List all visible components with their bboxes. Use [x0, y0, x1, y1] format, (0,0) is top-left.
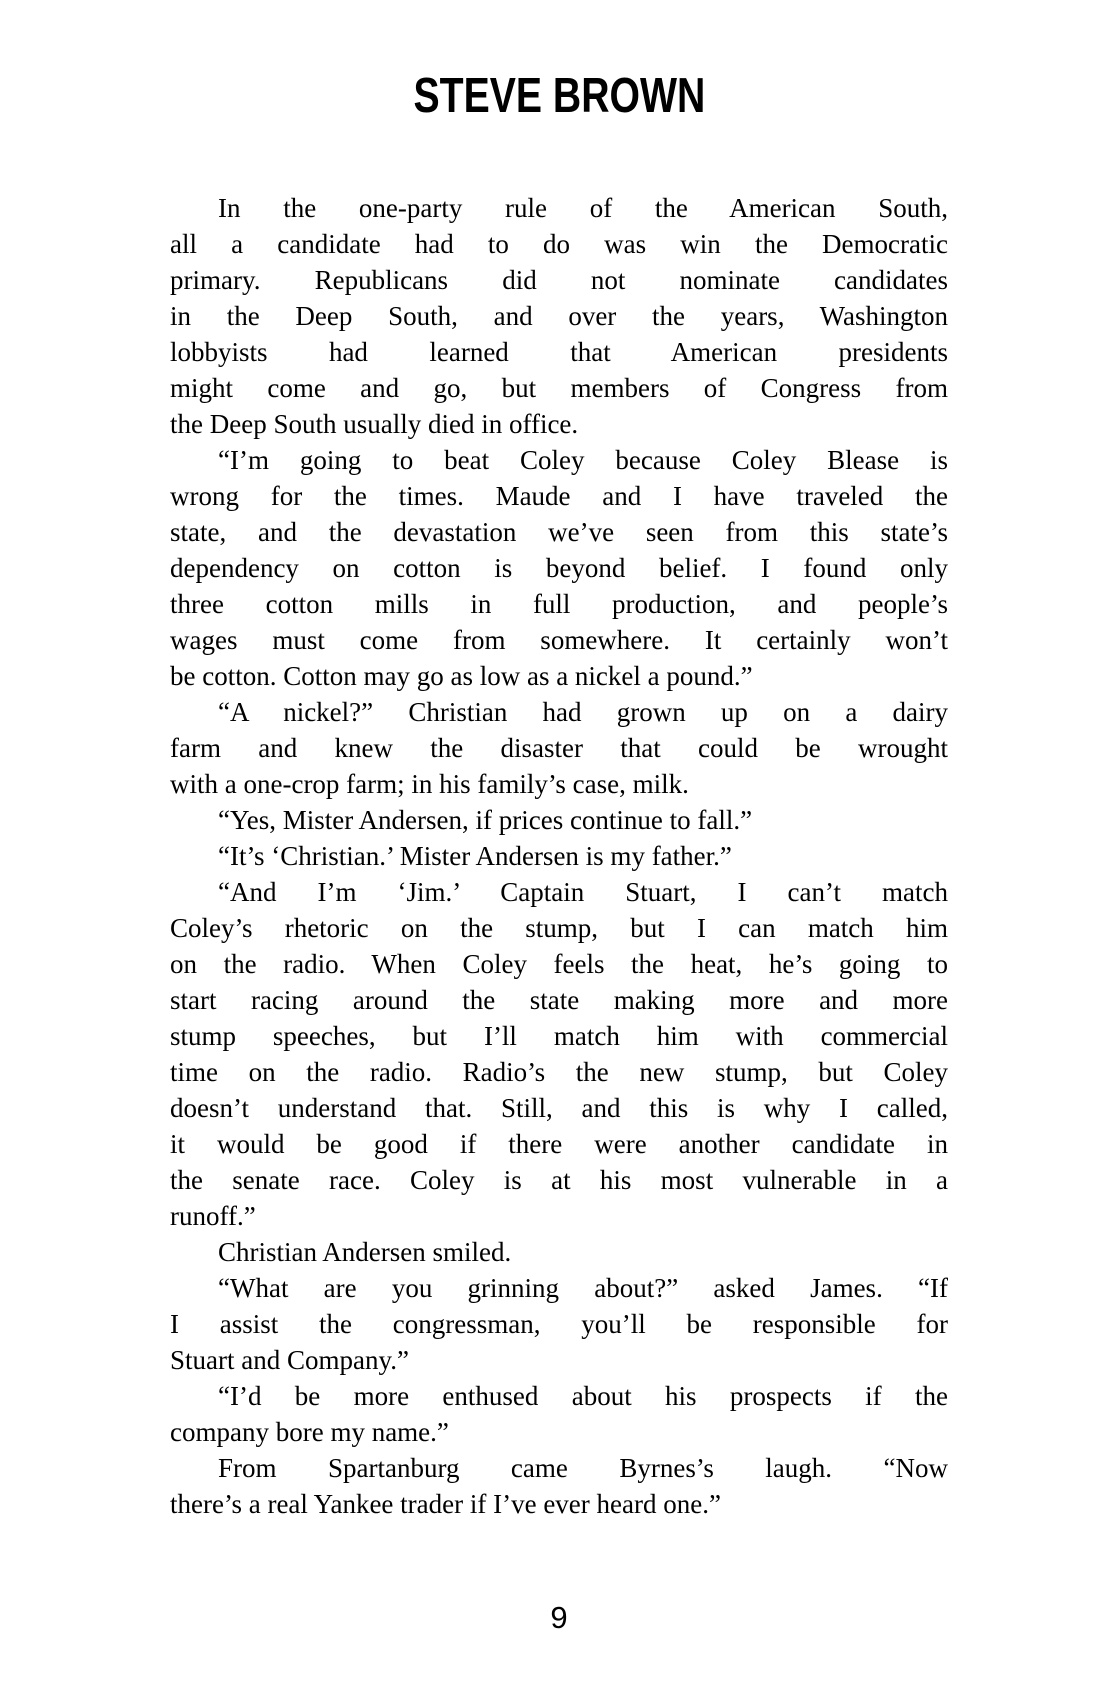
text-line: From Spartanburg came Byrnes’s laugh. “Now: [218, 1453, 948, 1483]
paragraph: [170, 190, 948, 442]
paragraph: [170, 1450, 948, 1522]
text-line: runoff.”: [170, 1201, 256, 1231]
text-line: all a candidate had to do was win the Democratic: [170, 229, 948, 259]
text-line: “I’m going to beat Coley because Coley Blease is: [218, 445, 948, 475]
text-line: wrong for the times. Maude and I have traveled the: [170, 481, 948, 511]
text-line: dependency on cotton is beyond belief. I found only: [170, 553, 948, 583]
text-line: be cotton. Cotton may go as low as a nickel a pound.”: [170, 661, 753, 691]
text-line: “I’d be more enthused about his prospects if the: [218, 1381, 948, 1411]
text-line: there’s a real Yankee trader if I’ve ever heard one.”: [170, 1489, 721, 1519]
text-line: three cotton mills in full production, and people’s: [170, 589, 948, 619]
paragraph: [170, 838, 948, 874]
text-line: it would be good if there were another candidate in: [170, 1129, 948, 1159]
text-line: wages must come from somewhere. It certainly won’t: [170, 625, 948, 655]
text-line: primary. Republicans did not nominate candidates: [170, 265, 948, 295]
text-line: time on the radio. Radio’s the new stump, but Coley: [170, 1057, 948, 1087]
text-line: the Deep South usually died in office.: [170, 409, 579, 439]
running-header: [170, 69, 948, 123]
text-line: Christian Andersen smiled.: [218, 1237, 512, 1267]
text-line: “Yes, Mister Andersen, if prices continue to fall.”: [218, 805, 753, 835]
paragraph: [170, 874, 948, 1234]
text-line: might come and go, but members of Congress from: [170, 373, 948, 403]
text-line: “What are you grinning about?” asked James. “If: [218, 1273, 948, 1303]
author-name-header: STEVE BROWN: [413, 69, 705, 123]
text-line: “A nickel?” Christian had grown up on a dairy: [218, 697, 948, 727]
body-text: [170, 190, 948, 1522]
text-line: state, and the devastation we’ve seen from this state’s: [170, 517, 948, 547]
paragraph: [170, 694, 948, 802]
text-line: doesn’t understand that. Still, and this is why I called,: [170, 1093, 948, 1123]
text-line: in the Deep South, and over the years, Washington: [170, 301, 948, 331]
text-line: In the one-party rule of the American South,: [218, 193, 948, 223]
page-number: 9: [550, 1600, 568, 1635]
text-line: stump speeches, but I’ll match him with commercial: [170, 1021, 948, 1051]
text-line: on the radio. When Coley feels the heat, he’s going to: [170, 949, 948, 979]
text-line: Stuart and Company.”: [170, 1345, 409, 1375]
text-line: lobbyists had learned that American presidents: [170, 337, 948, 367]
paragraph: [170, 1270, 948, 1378]
text-line: Coley’s rhetoric on the stump, but I can match him: [170, 913, 948, 943]
text-line: farm and knew the disaster that could be wrought: [170, 733, 948, 763]
text-line: “And I’m ‘Jim.’ Captain Stuart, I can’t match: [218, 877, 948, 907]
text-line: I assist the congressman, you’ll be responsible for: [170, 1309, 948, 1339]
paragraph: [170, 1234, 948, 1270]
text-line: the senate race. Coley is at his most vulnerable in a: [170, 1165, 948, 1195]
text-line: “It’s ‘Christian.’ Mister Andersen is my father.”: [218, 841, 732, 871]
paragraph: [170, 1378, 948, 1450]
text-line: company bore my name.”: [170, 1417, 449, 1447]
paragraph: [170, 802, 948, 838]
text-line: with a one-crop farm; in his family’s case, milk.: [170, 769, 689, 799]
paragraph: [170, 442, 948, 694]
text-line: start racing around the state making more and more: [170, 985, 948, 1015]
